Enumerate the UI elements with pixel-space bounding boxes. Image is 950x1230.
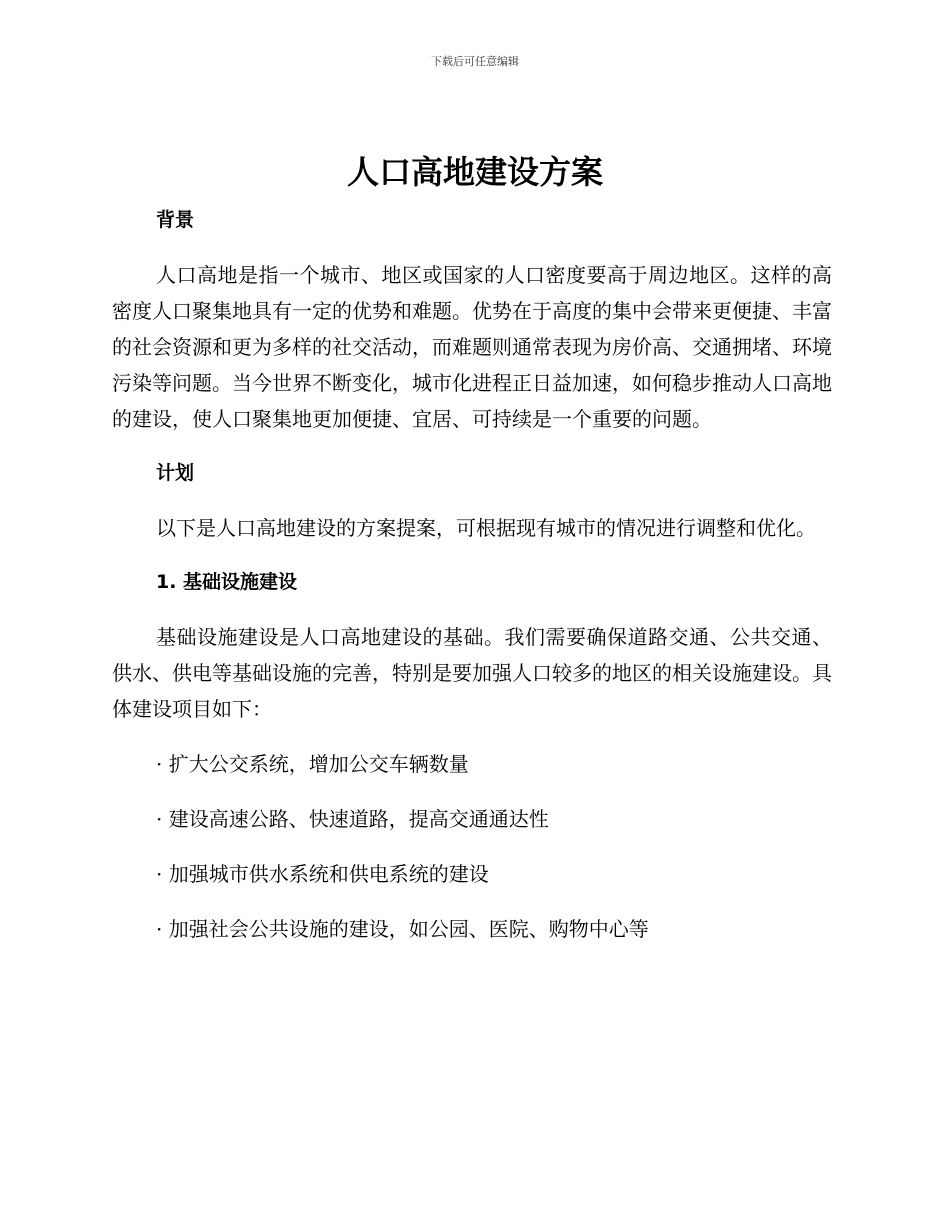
infrastructure-bullet-list (112, 749, 832, 944)
section-heading-background: 背景 (156, 209, 195, 231)
paragraph-plan: 以下是人口高地建设的方案提案，可根据现有城市的情况进行调整和优化。 (156, 516, 816, 540)
section-heading-plan: 计划 (156, 462, 195, 484)
list-item: · 建设高速公路、快速道路，提高交通通达性 (156, 807, 549, 831)
list-item: · 扩大公交系统，增加公交车辆数量 (156, 752, 469, 776)
paragraph-background: 人口高地是指一个城市、地区或国家的人口密度要高于周边地区。这样的高密度人口聚集地具有一定的优势和难题。优势在于高度的集中会带来更便捷、丰富的社会资源和更为多样的社交活动，而难题则通常表现为房价高、交通拥堵、环境污染等问题。当今世界不断变化，城市化进程正日益加速，如何稳步推动人口高地的建设，使人口聚集地更加便捷、宜居、可持续是一个重要的问题。 (112, 263, 832, 431)
document-title: 人口高地建设方案 (346, 153, 603, 191)
page-header-note: 下载后可任意编辑 (431, 55, 519, 68)
paragraph-infrastructure: 基础设施建设是人口高地建设的基础。我们需要确保道路交通、公共交通、供水、供电等基础设施的完善，特别是要加强人口较多的地区的相关设施建设。具体建设项目如下： (112, 625, 832, 721)
section-heading-infrastructure: 1. 基础设施建设 (156, 571, 298, 593)
document-body (112, 200, 832, 944)
list-item: · 加强社会公共设施的建设，如公园、医院、购物中心等 (156, 917, 649, 941)
list-item: · 加强城市供水系统和供电系统的建设 (156, 862, 489, 886)
